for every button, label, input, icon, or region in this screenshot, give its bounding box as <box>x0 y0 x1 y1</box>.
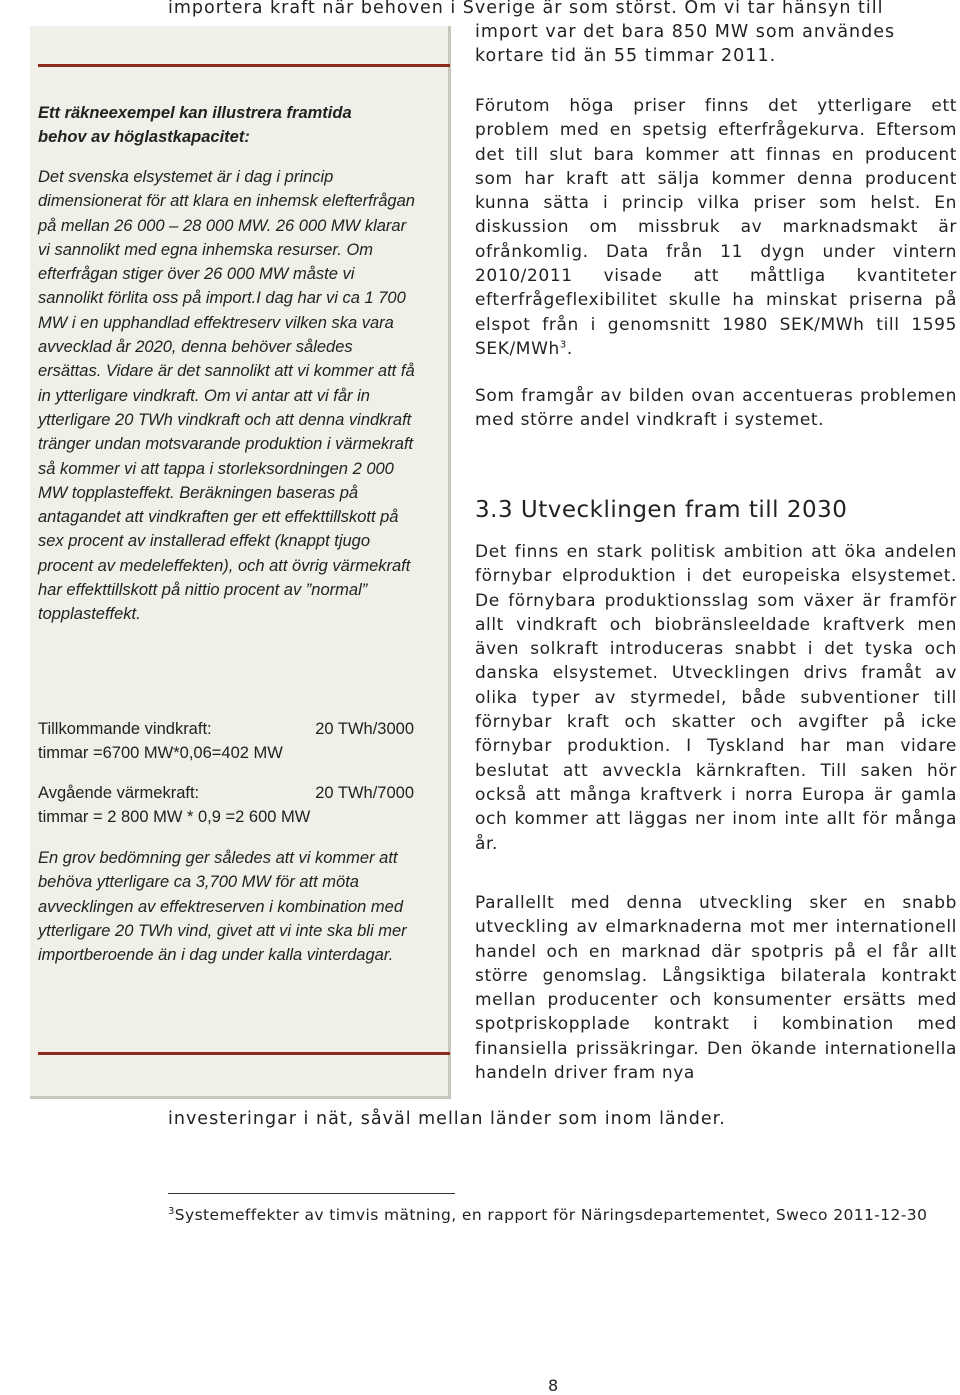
sidebar-conclusion <box>38 846 420 967</box>
top-text-line-1: importera kraft när behoven i Sverige är som störst. Om vi tar hänsyn till <box>168 0 884 18</box>
bottom-text-line: investeringar i nät, såväl mellan länder som inom länder. <box>168 1109 726 1129</box>
sidebar-body-text: Det svenska elsystemet är i dag i princip dimensionerat för att klara en inhemsk elefterfrågan på mellan 26 000 – 28 000 MW. 26 000 MW klarar vi sannolikt med egna inhemska resurser. Om efterfrågan stiger över 26 000 MW måste vi sannolikt förlita oss på import.I dag har vi ca 1 700 MW i en upphandlad effektreserv vilken ska vara avvecklad år 2020, denna behöver således ersättas. Vidare är det sannolikt att vi kommer att få in ytterligare vindkraft. Om vi antar att vi får in ytterligare 20 TWh vindkraft och att denna vindkraft tränger undan motsvarande produktion i värmekraft så kommer vi att tappa i storleksordningen 2 000 MW topplasteffekt. Beräkningen baseras på antagandet att vindkraften ger ett effekttillskott på sex procent av installerad effekt (knappt tjugo procent av medeleffekten), och att övrig värmekraft har effekttillskott på nittio procent av ”normal” topplasteffekt. <box>38 168 415 624</box>
right-column-para-3 <box>475 540 957 856</box>
right-column-para-1 <box>475 94 957 361</box>
example-sidebar-box <box>30 26 451 1099</box>
sidebar-conclusion-text: En grov bedömning ger således att vi kommer att behöva ytterligare ca 3,700 MW för att möta avvecklingen av effektreserven i kombination med ytterligare 20 TWh vind, givet att vi inte ska bli mer importberoende än i dag under kalla vinterdagar. <box>38 849 407 965</box>
calc-removed-thermal <box>38 781 420 830</box>
para-4-text: Parallellt med denna utveckling sker en snabb utveckling av elmarknaderna mot mer internationell handel och en marknad där spotpris på el får allt större genomslag. Långsiktiga bilaterala kontrakt mellan producenter och konsumenter ersätts med spotpriskopplade kontrakt i kombination med finansiella prissäkringar. Den ökande internationella handeln driver fram nya <box>475 893 957 1084</box>
calc-removed-thermal-label: Avgående värmekraft: <box>38 784 200 802</box>
calc-added-wind-value: 20 TWh/3000 <box>315 720 414 738</box>
para-3-text: Det finns en stark politisk ambition att öka andelen förnybar elproduktion i det europeiska elsystemet. De förnybara produktionsslag som växer är framför allt vindkraft och biobränsleeldade kraftverk men även solkraft introduceras snabbt i det tyska och danska elsystemet. Utvecklingen drivs framåt av olika typer av styrmedel, både subventioner till förnybar kraft och skatter och avgifter på icke förnybar produktion. I Tyskland har man vidare beslutat att avveckla kärnkraften. Till saken hör också att många kraftverk i norra Europa är gamla och kommer att läggas ner inom inte allt för många år. <box>475 542 957 854</box>
calc-added-wind-row <box>38 717 420 741</box>
footnote-text: Systemeffekter av timvis mätning, en rapport för Näringsdepartementet, Sweco 2011-12-30 <box>174 1206 928 1224</box>
calc-removed-thermal-row <box>38 781 420 805</box>
right-column-para-4 <box>475 891 957 1085</box>
sidebar-title-line-2: behov av höglastkapacitet: <box>38 128 250 147</box>
sidebar-title <box>38 101 420 150</box>
sidebar-body <box>38 165 420 627</box>
para-1-text: Förutom höga priser finns det ytterligare ett problem med en spetsig efterfrågekurva. Eftersom det till slut bara kommer att finnas en producent som har kraft att sälja kommer denna producent kunna sätta i princip vilka priser som helst. En diskussion om missbruk av marknadsmakt är ofrånkomlig. Data från 11 dygn under vintern 2010/2011 visade att måttliga kvantiteter efterfrågeflexibilitet skulle ha minskat priserna på elspot från i genomsnitt 1980 SEK/MWh till 1595 SEK/MWh <box>475 96 957 359</box>
calc-removed-thermal-value: 20 TWh/7000 <box>315 784 414 802</box>
sidebar-title-line-1: Ett räkneexempel kan illustrera framtida <box>38 104 352 122</box>
top-text-line-2: import var det bara 850 MW som användes <box>475 22 896 42</box>
para-2-text: Som framgår av bilden ovan accentueras problemen med större andel vindkraft i systemet. <box>475 386 957 431</box>
section-heading: 3.3 Utvecklingen fram till 2030 <box>475 497 848 523</box>
page-number: 8 <box>548 1376 559 1395</box>
footnote-marker: 3 <box>168 1205 175 1217</box>
footnote-separator <box>168 1193 455 1194</box>
top-text-line-3: kortare tid än 55 timmar 2011. <box>475 46 777 66</box>
footnote <box>168 1205 928 1226</box>
calc-added-wind-result: timmar =6700 MW*0,06=402 MW <box>38 744 283 763</box>
calc-added-wind-label: Tillkommande vindkraft: <box>38 720 212 738</box>
calc-removed-thermal-result: timmar = 2 800 MW * 0,9 =2 600 MW <box>38 808 311 827</box>
footnote-ref-3[interactable]: 3 <box>559 339 567 351</box>
sidebar-top-rule <box>38 64 450 67</box>
calc-added-wind <box>38 717 420 766</box>
right-column-para-2 <box>475 384 957 433</box>
para-1-end: . <box>566 338 573 359</box>
sidebar-bottom-rule <box>38 1052 450 1055</box>
